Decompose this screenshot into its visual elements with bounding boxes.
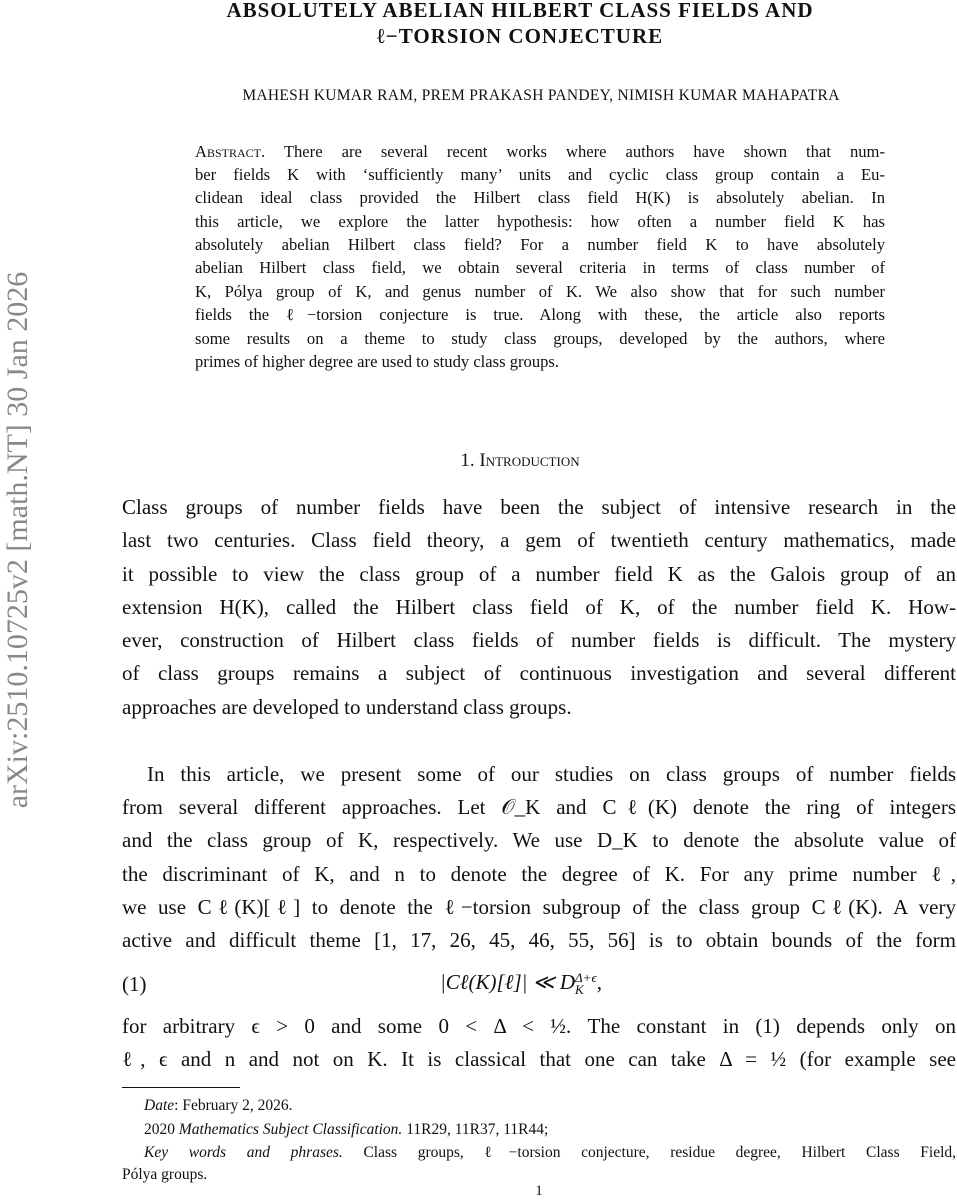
paragraph-line: we use Cℓ(K)[ℓ] to denote the ℓ−torsion subgroup of the class group Cℓ(K). A very <box>122 895 956 919</box>
paragraph-line: extension H(K), called the Hilbert class field of K, of the number field K. How- <box>122 595 956 619</box>
paragraph-line: ever, construction of Hilbert class fields of number fields is difficult. The mystery <box>122 628 956 652</box>
msc-label: Mathematics Subject Classification. <box>178 1121 403 1138</box>
authors: MAHESH KUMAR RAM, PREM PRAKASH PANDEY, NIMISH KUMAR MAHAPATRA <box>242 87 840 104</box>
abstract-text: There are several recent works where authors have shown that num- <box>283 142 885 161</box>
section-number: 1. <box>460 450 475 471</box>
abstract-line: clidean ideal class provided the Hilbert class field H(K) is absolutely abelian. In <box>195 188 885 207</box>
paper-title-line-1: ABSOLUTELY ABELIAN HILBERT CLASS FIELDS AND <box>226 0 814 22</box>
paragraph-line: for arbitrary ϵ > 0 and some 0 < Δ < ½. The constant in (1) depends only on <box>122 1014 956 1038</box>
equation-comma: , <box>596 970 602 994</box>
equation-exponent: Δ+ϵ <box>575 970 597 986</box>
paragraph-line: In this article, we present some of our studies on class groups of number fields <box>147 762 956 786</box>
section-title: Introduction <box>479 450 580 471</box>
paragraph-line: approaches are developed to understand class groups. <box>122 695 572 719</box>
abstract-line: ber fields K with ‘sufficiently many’ units and cyclic class group contain a Eu- <box>195 165 885 184</box>
footnote-msc <box>122 1120 957 1140</box>
paragraph-line: of class groups remains a subject of continuous investigation and several different <box>122 661 956 685</box>
abstract-line <box>195 142 885 162</box>
equation-label: (1) <box>122 972 147 996</box>
paragraph-line: from several different approaches. Let 𝒪_K and Cℓ(K) denote the ring of integers <box>122 795 956 819</box>
paper-title-line-2: ℓ−TORSION CONJECTURE <box>376 24 664 48</box>
date-label: Date <box>144 1097 175 1114</box>
abstract-line: primes of higher degree are used to study class groups. <box>195 352 560 371</box>
abstract-line: K, Pólya group of K, and genus number of K. We also show that for such number <box>195 282 885 301</box>
equation-lhs: |Cℓ(K)[ℓ]| ≪ D <box>440 970 576 994</box>
paragraph-line: and the class group of K, respectively. We use D_K to denote the absolute value of <box>122 828 956 852</box>
section-heading <box>0 450 957 472</box>
footnote-date <box>122 1096 957 1116</box>
abstract-line: some results on a theme to study class groups, developed by the authors, where <box>195 329 885 348</box>
paragraph-line: Class groups of number fields have been the subject of intensive research in the <box>122 495 956 519</box>
page-number: 1 <box>535 1183 543 1199</box>
msc-codes: 11R29, 11R37, 11R44; <box>406 1121 549 1138</box>
footnote-rule <box>122 1087 240 1088</box>
paragraph-line: ℓ, ϵ and n and not on K. It is classical that one can take Δ = ½ (for example see <box>122 1047 956 1071</box>
date-value: : February 2, 2026. <box>174 1097 293 1114</box>
paragraph-line: active and difficult theme [1, 17, 26, 45, 46, 55, 56] is to obtain bounds of the form <box>122 928 956 952</box>
equation <box>440 970 602 996</box>
footnote-keywords-cont: Pólya groups. <box>122 1166 208 1183</box>
keywords-label: Key words and phrases. <box>144 1144 343 1161</box>
abstract-line: this article, we explore the latter hypothesis: how often a number field K has <box>195 212 885 231</box>
abstract-line: absolutely abelian Hilbert class field? For a number field K to have absolutely <box>195 235 885 254</box>
keywords-line-1: Class groups, ℓ−torsion conjecture, residue degree, Hilbert Class Field, <box>363 1144 957 1161</box>
paragraph-line: the discriminant of K, and n to denote the degree of K. For any prime number ℓ, <box>122 862 956 886</box>
abstract-line: fields the ℓ−torsion conjecture is true. Along with these, the article also reports <box>195 305 885 324</box>
footnote-keywords <box>122 1143 956 1163</box>
paragraph-line: it possible to view the class group of a number field K as the Galois group of an <box>122 562 956 586</box>
abstract-label: Abstract. <box>195 142 266 161</box>
arxiv-identifier: arXiv:2510.10725v2 [math.NT] 30 Jan 2026 <box>1 271 34 809</box>
equation-subscript: K <box>575 982 584 998</box>
paragraph-line: last two centuries. Class field theory, a gem of twentieth century mathematics, made <box>122 528 956 552</box>
abstract-line: abelian Hilbert class field, we obtain several criteria in terms of class number of <box>195 258 885 277</box>
msc-year: 2020 <box>144 1121 175 1138</box>
